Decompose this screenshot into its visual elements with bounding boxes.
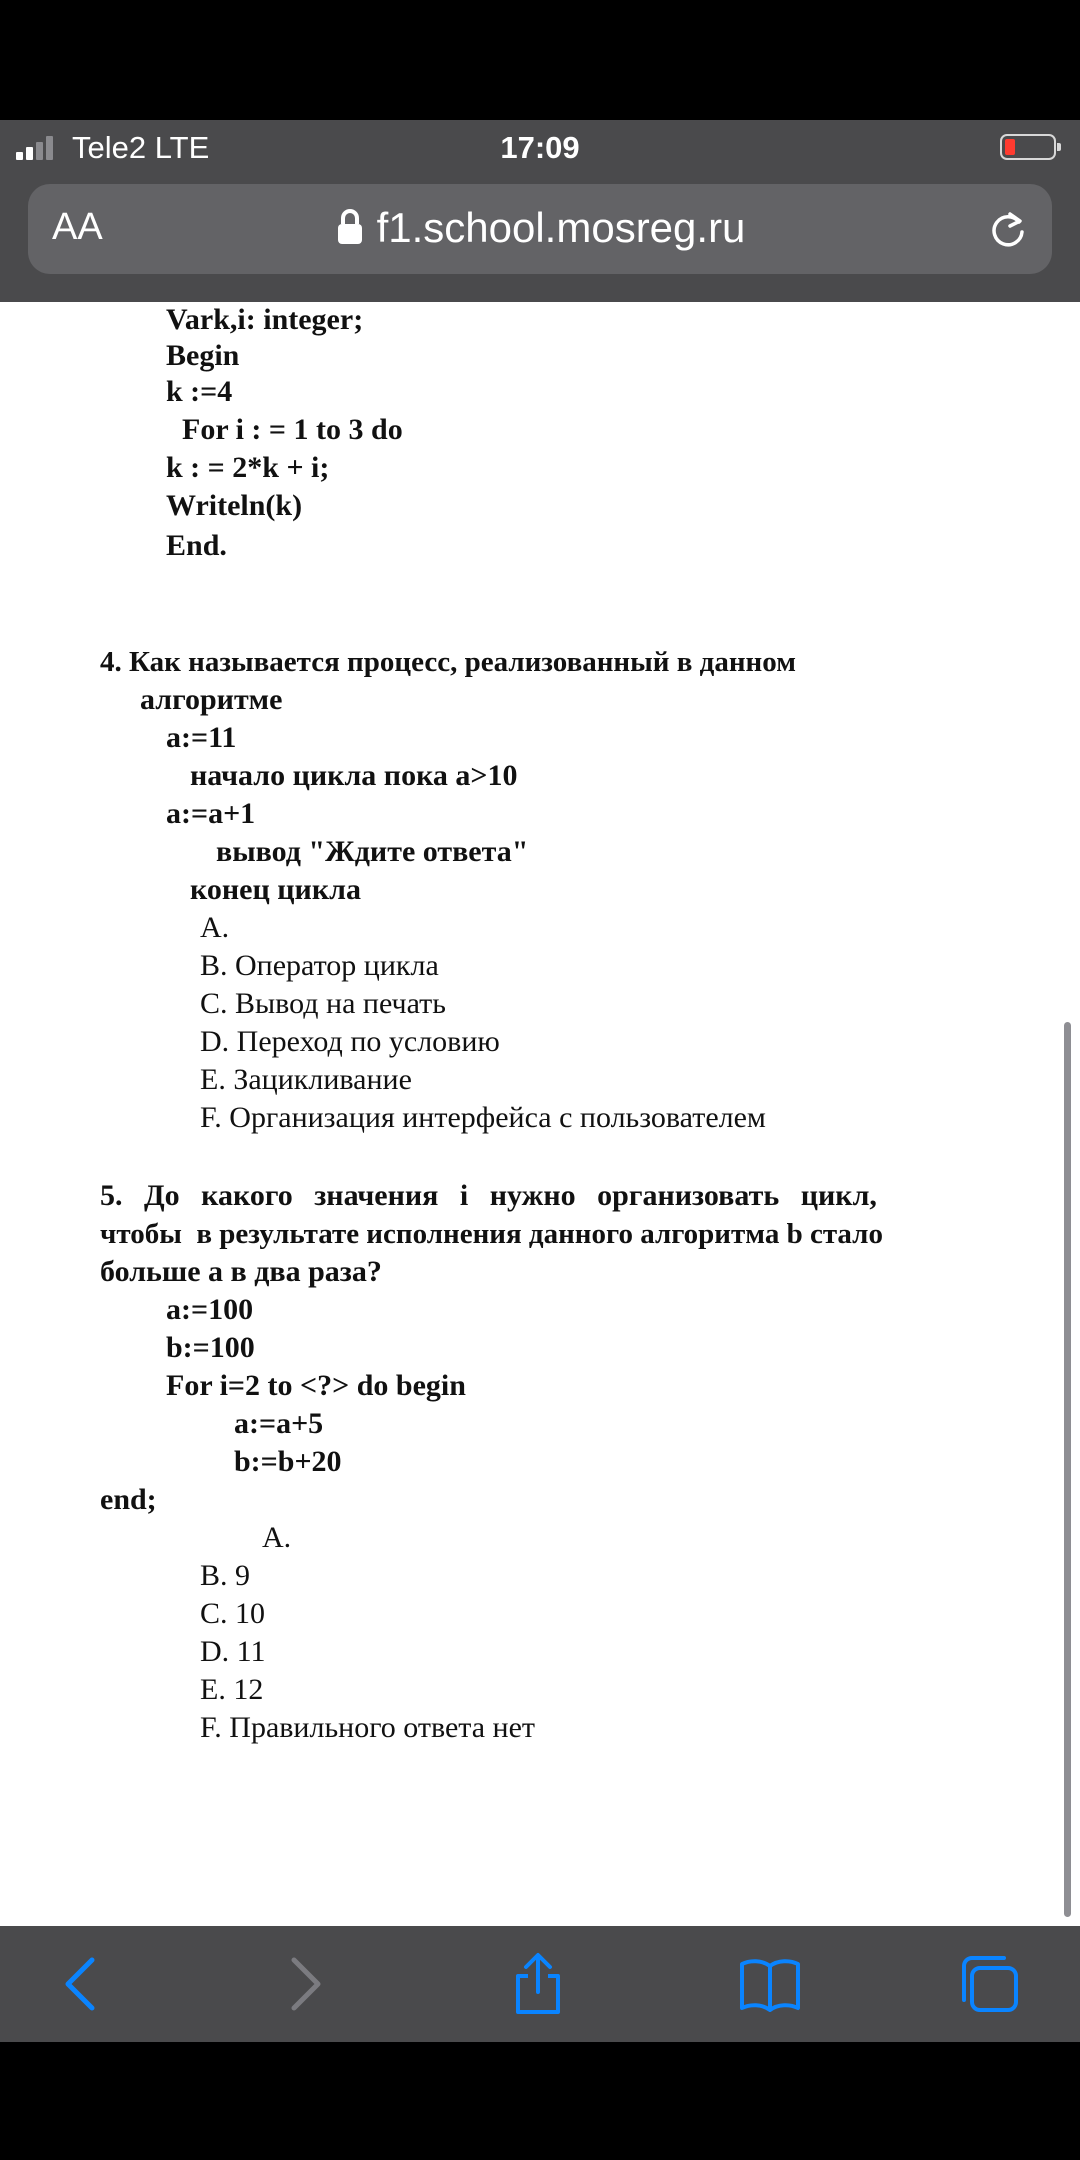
question-4-text: алгоритме <box>140 683 283 716</box>
code-line: b:=100 <box>166 1331 255 1364</box>
lock-icon <box>335 207 365 247</box>
code-line: For i=2 to <?> do begin <box>166 1369 466 1402</box>
browser-header <box>0 176 1080 302</box>
code-line: a:=a+1 <box>166 797 256 830</box>
browser-toolbar <box>0 1926 1080 2042</box>
code-line: b:=b+20 <box>234 1445 342 1478</box>
status-bar <box>0 120 1080 176</box>
text-size-button[interactable]: AA <box>52 206 103 248</box>
code-line: k :=4 <box>166 375 233 408</box>
code-line: вывод "Ждите ответа" <box>216 835 529 868</box>
answer-option: E. 12 <box>200 1673 264 1706</box>
answer-option: D. 11 <box>200 1635 266 1668</box>
url-text: f1.school.mosreg.ru <box>376 204 746 251</box>
answer-option: B. 9 <box>200 1559 251 1592</box>
status-time: 17:09 <box>500 130 580 165</box>
answer-option: D. Переход по условию <box>200 1025 500 1058</box>
code-line: end; <box>100 1483 157 1516</box>
bookmarks-icon[interactable] <box>738 1952 802 2016</box>
address-bar[interactable] <box>28 184 1052 274</box>
code-line: Writeln(k) <box>166 489 303 522</box>
tabs-icon[interactable] <box>958 1952 1022 2016</box>
battery-level-fill <box>1005 139 1015 155</box>
forward-icon[interactable] <box>272 1952 336 2016</box>
answer-option: E. Зацикливание <box>200 1063 412 1096</box>
battery-icon <box>1000 134 1056 160</box>
code-line: For i : = 1 to 3 do <box>182 413 403 446</box>
question-5-text: больше a в два раза? <box>100 1255 382 1288</box>
question-4-text: 4. Как называется процесс, реализованный в данном <box>100 646 796 678</box>
code-line: a:=11 <box>166 721 237 754</box>
answer-option: C. Вывод на печать <box>200 987 446 1020</box>
code-line: Begin <box>166 339 240 372</box>
page-content <box>0 302 1080 1926</box>
screen-bottom-bezel <box>0 2042 1080 2160</box>
back-icon[interactable] <box>50 1952 114 2016</box>
answer-option: A. <box>262 1521 292 1554</box>
code-line: k : = 2*k + i; <box>166 451 330 484</box>
answer-option: A. <box>200 911 230 944</box>
carrier-label: Tele2 LTE <box>72 130 210 165</box>
reload-icon[interactable] <box>986 208 1030 252</box>
code-line: a:=a+5 <box>234 1407 324 1440</box>
url-display[interactable] <box>28 204 1052 252</box>
share-icon[interactable] <box>506 1952 570 2016</box>
scrollbar[interactable] <box>1064 1022 1071 1917</box>
question-5-text: чтобы в результате исполнения данного алгоритма b стало <box>100 1218 883 1250</box>
screen-top-bezel <box>0 0 1080 120</box>
answer-option: C. 10 <box>200 1597 266 1630</box>
answer-option: B. Оператор цикла <box>200 949 439 982</box>
code-line: начало цикла пока a>10 <box>190 759 518 792</box>
answer-option: F. Организация интерфейса с пользователем <box>200 1101 766 1134</box>
answer-option: F. Правильного ответа нет <box>200 1711 536 1744</box>
code-line: Vark,i: integer; <box>166 303 364 336</box>
code-line: End. <box>166 529 227 562</box>
code-line: конец цикла <box>190 873 361 906</box>
code-line: a:=100 <box>166 1293 254 1326</box>
question-5-text: 5. До какого значения i нужно организовать цикл, <box>100 1179 877 1212</box>
